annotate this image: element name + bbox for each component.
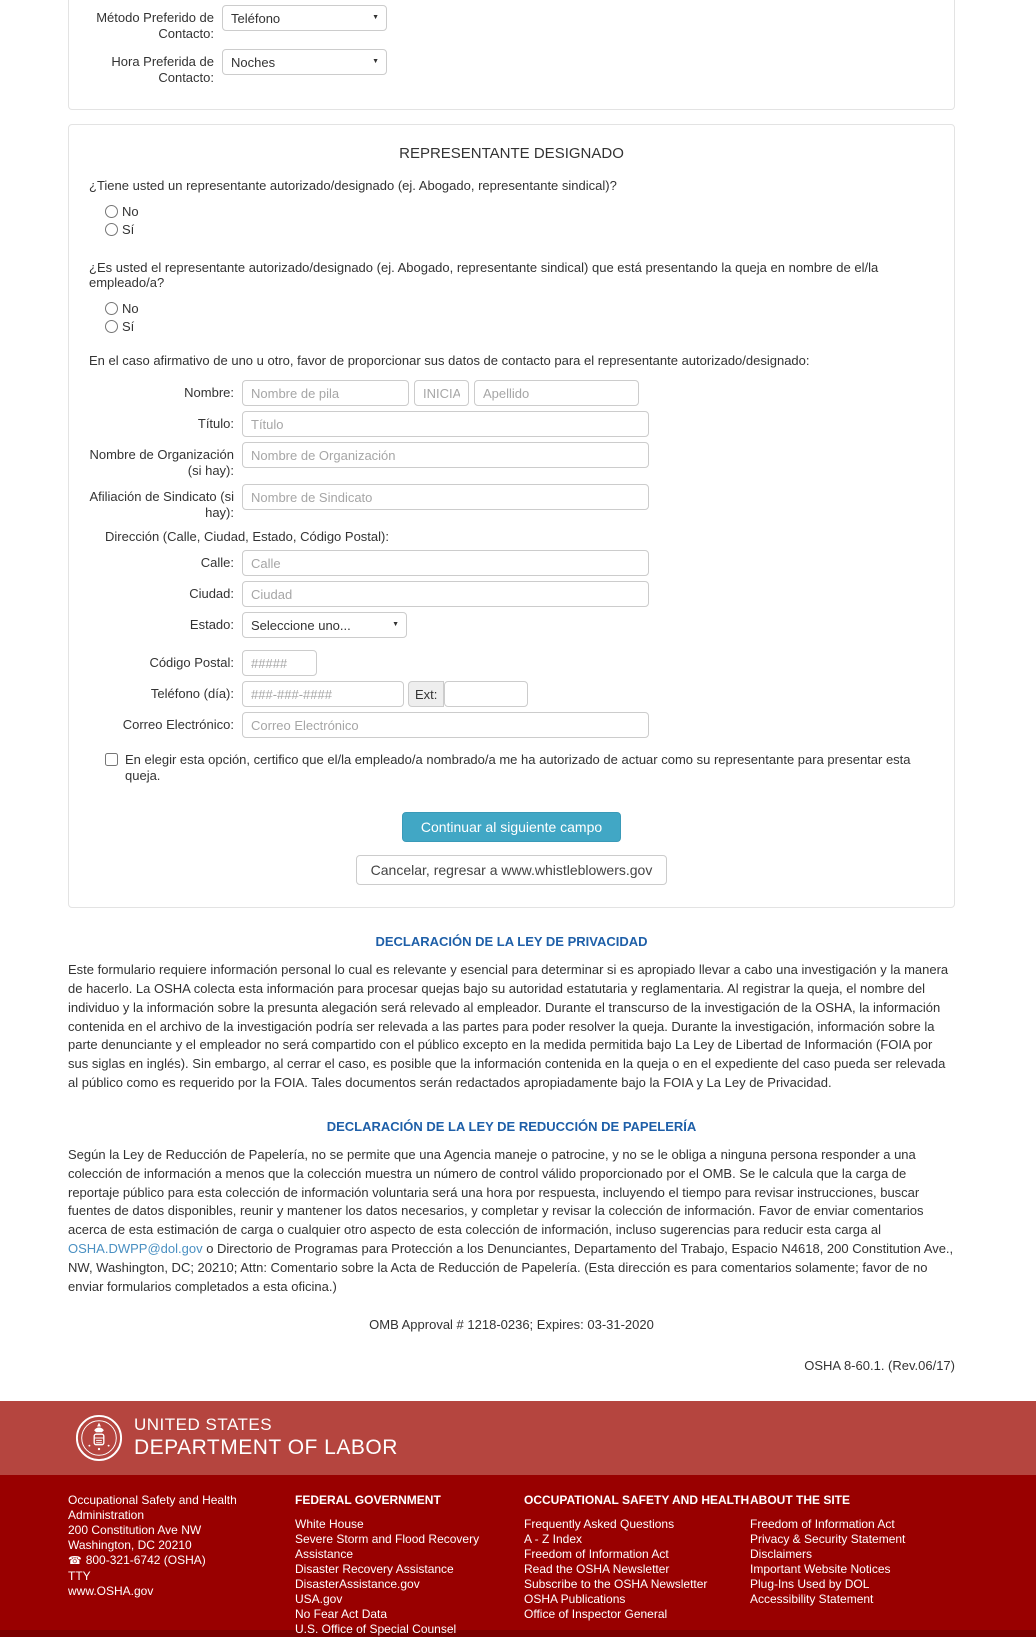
radio-label: No: [122, 301, 139, 316]
paperwork-reduction-body: [68, 1146, 955, 1297]
certification-checkbox[interactable]: [105, 753, 118, 766]
has-representative-yes-radio[interactable]: [105, 223, 118, 236]
preferred-contact-method-label: Método Preferido de Contacto:: [96, 10, 214, 41]
address-section-heading: Dirección (Calle, Ciudad, Estado, Código Postal):: [105, 529, 389, 544]
email-input[interactable]: [242, 712, 649, 738]
radio-option-no-2[interactable]: [105, 300, 934, 317]
footer-osha-site-link[interactable]: www.OSHA.gov: [68, 1583, 154, 1598]
paperwork-text-after-link: o Directorio de Programas para Protección a los Denunciantes, Departamento del Trabajo, Espacio N4618, 200 Constitution Ave., NW, Washington, DC; 20210; Attn: Comentario sobre la Acta de Reducción de Papelería. (Esta dirección es para comentarios solamente; favor de no enviar formularios completados a esta oficina.): [68, 1241, 954, 1294]
name-label: Nombre:: [184, 385, 234, 400]
footer-link[interactable]: U.S. Office of Special Counsel: [295, 1621, 457, 1636]
street-input[interactable]: [242, 550, 649, 576]
footer-tty-link[interactable]: TTY: [68, 1568, 91, 1583]
section-title: REPRESENTANTE DESIGNADO: [399, 145, 624, 162]
middle-initial-input[interactable]: [414, 380, 469, 406]
footer-link[interactable]: Privacy & Security Statement: [750, 1531, 906, 1546]
footer-link[interactable]: Frequently Asked Questions: [524, 1516, 675, 1531]
phone-icon: ☎: [68, 1554, 82, 1567]
paperwork-text-before-link: Según la Ley de Reducción de Papelería, no se permite que una Agencia maneje o patrocine, y no se le obliga a ninguna persona responder a una colección de información a menos que la colección muestra un número de control válido proporcionado por el OMB. Se le calcula que la carga de reportaje público para esta colección de información voluntaria será una hora por respuesta, incluyendo el tiempo para revisar instrucciones, buscar fuentes de datos disponibles, reunir y mantener los datos necesarios, y completar y revisar la colección de información. Favor de enviar comentarios acerca de esta estimación de carga o cualquier otro aspecto de esta colección de información, incluso sugerencias para reducir esta carga al: [68, 1146, 924, 1238]
footer-city: Washington, DC 20210: [68, 1537, 192, 1552]
footer-links-area: [0, 1475, 1036, 1636]
footer-column-heading: OCCUPATIONAL SAFETY AND HEALTH: [524, 1492, 750, 1507]
footer-link[interactable]: A - Z Index: [524, 1531, 583, 1546]
page-footer: [0, 1401, 1036, 1637]
footer-link[interactable]: Disaster Recovery Assistance: [295, 1561, 454, 1576]
footer-link[interactable]: Office of Inspector General: [524, 1606, 668, 1621]
certification-text: En elegir esta opción, certifico que el/la empleado/a nombrado/a me ha autorizado de actuar como su representante para presentar esta queja.: [125, 752, 911, 783]
dol-title: [134, 1415, 398, 1461]
phone-input[interactable]: [242, 681, 404, 707]
state-select[interactable]: [242, 612, 407, 638]
radio-label: Sí: [122, 319, 135, 334]
organization-label: Nombre de Organización (si hay):: [89, 447, 234, 478]
representative-contact-intro: En el caso afirmativo de uno u otro, favor de proporcionar sus datos de contacto para el representante autorizado/designado:: [89, 353, 810, 368]
has-representative-no-radio[interactable]: [105, 205, 118, 218]
dol-title-line1: UNITED STATES: [134, 1414, 273, 1434]
is-representative-yes-radio[interactable]: [105, 320, 118, 333]
radio-option-yes-2[interactable]: [105, 318, 934, 335]
footer-column-osha: [524, 1493, 750, 1630]
osha-email-link[interactable]: OSHA.DWPP@dol.gov: [68, 1241, 203, 1257]
chevron-down-icon: ▼: [372, 14, 379, 21]
question-is-representative: ¿Es usted el representante autorizado/designado (ej. Abogado, representante sindical) que está presentando la queja en nombre de el/la empleado/a?: [89, 260, 879, 290]
footer-link[interactable]: White House: [295, 1516, 364, 1531]
contact-preferences-panel: [68, 0, 955, 110]
privacy-act-title: DECLARACIÓN DE LA LEY DE PRIVACIDAD: [375, 934, 648, 949]
last-name-input[interactable]: [474, 380, 639, 406]
union-name-input[interactable]: [242, 484, 649, 510]
footer-link[interactable]: Accessibility Statement: [750, 1591, 874, 1606]
footer-link[interactable]: Disclaimers: [750, 1546, 813, 1561]
footer-phone-line: [68, 1553, 295, 1569]
footer-column-about: [750, 1493, 955, 1630]
footer-phone-number: 800-321-6742 (OSHA): [85, 1552, 206, 1567]
union-affiliation-label: Afiliación de Sindicato (si hay):: [89, 489, 234, 520]
footer-link[interactable]: Read the OSHA Newsletter: [524, 1561, 670, 1576]
footer-link[interactable]: Subscribe to the OSHA Newsletter: [524, 1576, 708, 1591]
zip-input[interactable]: [242, 650, 317, 676]
omb-approval-line: OMB Approval # 1218-0236; Expires: 03-31-2020: [369, 1316, 654, 1332]
title-input[interactable]: [242, 411, 649, 437]
radio-option-no-1[interactable]: [105, 203, 934, 220]
footer-link[interactable]: Freedom of Information Act: [524, 1546, 669, 1561]
extension-label: Ext:: [408, 681, 444, 707]
cancel-button[interactable]: Cancelar, regresar a www.whistleblowers.gov: [356, 855, 668, 885]
footer-column-federal-government: [295, 1492, 524, 1636]
street-label: Calle:: [200, 555, 234, 570]
osha-form-number: OSHA 8-60.1. (Rev.06/17): [804, 1357, 955, 1373]
footer-agency-name: Occupational Safety and Health Administration: [68, 1492, 237, 1522]
dol-banner: [0, 1401, 1036, 1475]
privacy-act-body: Este formulario requiere información personal lo cual es relevante y esencial para determinar si es apropiado llevar a cabo una investigación y la manera de hacerlo. La OSHA colecta esta información para procesar quejas bajo su autoridad estatutaria y reglamentaria. Al registrar la queja, el nombre del individuo y la información sobre la presunta alegación será relevado al empleador. Durante el transcurso de la investigación de la OSHA, la información contenida en el archivo de la investigación podría ser relevada a las partes para poder resolver la queja. Durante la investigación, información sobre la parte denunciante y el empleador no será compartido con el público excepto en la medida permitida bajo La Ley de Libertad de Información (FOIA por sus siglas en inglés). Sin embargo, al cerrar el caso, es posible que la información contenida en la queja o en el expediente del caso pueda ser relevada al público como es requerido por la FOIA. Tales documentos serán redactados apropiadamente bajo la FOIA y La Ley de Privacidad.: [68, 962, 949, 1091]
dol-seal-icon: [75, 1414, 123, 1462]
footer-street: 200 Constitution Ave NW: [68, 1522, 202, 1537]
footer-link[interactable]: OSHA Publications: [524, 1591, 626, 1606]
email-label: Correo Electrónico:: [122, 717, 234, 732]
first-name-input[interactable]: [242, 380, 409, 406]
footer-link[interactable]: Plug-Ins Used by DOL: [750, 1576, 870, 1591]
extension-input[interactable]: [444, 681, 528, 707]
radio-label: No: [122, 204, 139, 219]
paperwork-reduction-title: DECLARACIÓN DE LA LEY DE REDUCCIÓN DE PAPELERÍA: [326, 1118, 697, 1134]
footer-link[interactable]: DisasterAssistance.gov: [295, 1576, 420, 1591]
page-content: [68, 0, 955, 1373]
state-label: Estado:: [189, 617, 234, 632]
city-input[interactable]: [242, 581, 649, 607]
radio-option-yes-1[interactable]: [105, 221, 934, 238]
preferred-contact-time-select[interactable]: [222, 49, 387, 75]
title-label: Título:: [197, 416, 234, 431]
designated-representative-panel: [68, 124, 955, 908]
zip-label: Código Postal:: [149, 655, 234, 670]
phone-label: Teléfono (día):: [150, 686, 234, 701]
footer-link[interactable]: USA.gov: [295, 1591, 343, 1606]
certification-checkbox-row[interactable]: [105, 752, 934, 784]
chevron-down-icon: ▼: [392, 621, 399, 628]
footer-column-heading: ABOUT THE SITE: [750, 1492, 851, 1507]
footer-address-column: [68, 1493, 295, 1630]
preferred-contact-time-label: Hora Preferida de Contacto:: [111, 54, 214, 85]
radio-label: Sí: [122, 222, 135, 237]
footer-link[interactable]: No Fear Act Data: [295, 1606, 388, 1621]
question-has-representative: ¿Tiene usted un representante autorizado/designado (ej. Abogado, representante sindical)?: [89, 178, 617, 193]
organization-input[interactable]: [242, 442, 649, 468]
footer-link[interactable]: Freedom of Information Act: [750, 1516, 895, 1531]
footer-column-heading: FEDERAL GOVERNMENT: [295, 1492, 441, 1507]
footer-link[interactable]: Important Website Notices: [750, 1561, 891, 1576]
city-label: Ciudad:: [189, 586, 234, 601]
chevron-down-icon: ▼: [372, 58, 379, 65]
footer-link[interactable]: Severe Storm and Flood Recovery Assistance: [295, 1531, 480, 1561]
dol-title-line2: DEPARTMENT OF LABOR: [134, 1436, 398, 1460]
is-representative-no-radio[interactable]: [105, 302, 118, 315]
continue-button[interactable]: Continuar al siguiente campo: [402, 812, 621, 842]
preferred-contact-method-select[interactable]: [222, 5, 387, 31]
